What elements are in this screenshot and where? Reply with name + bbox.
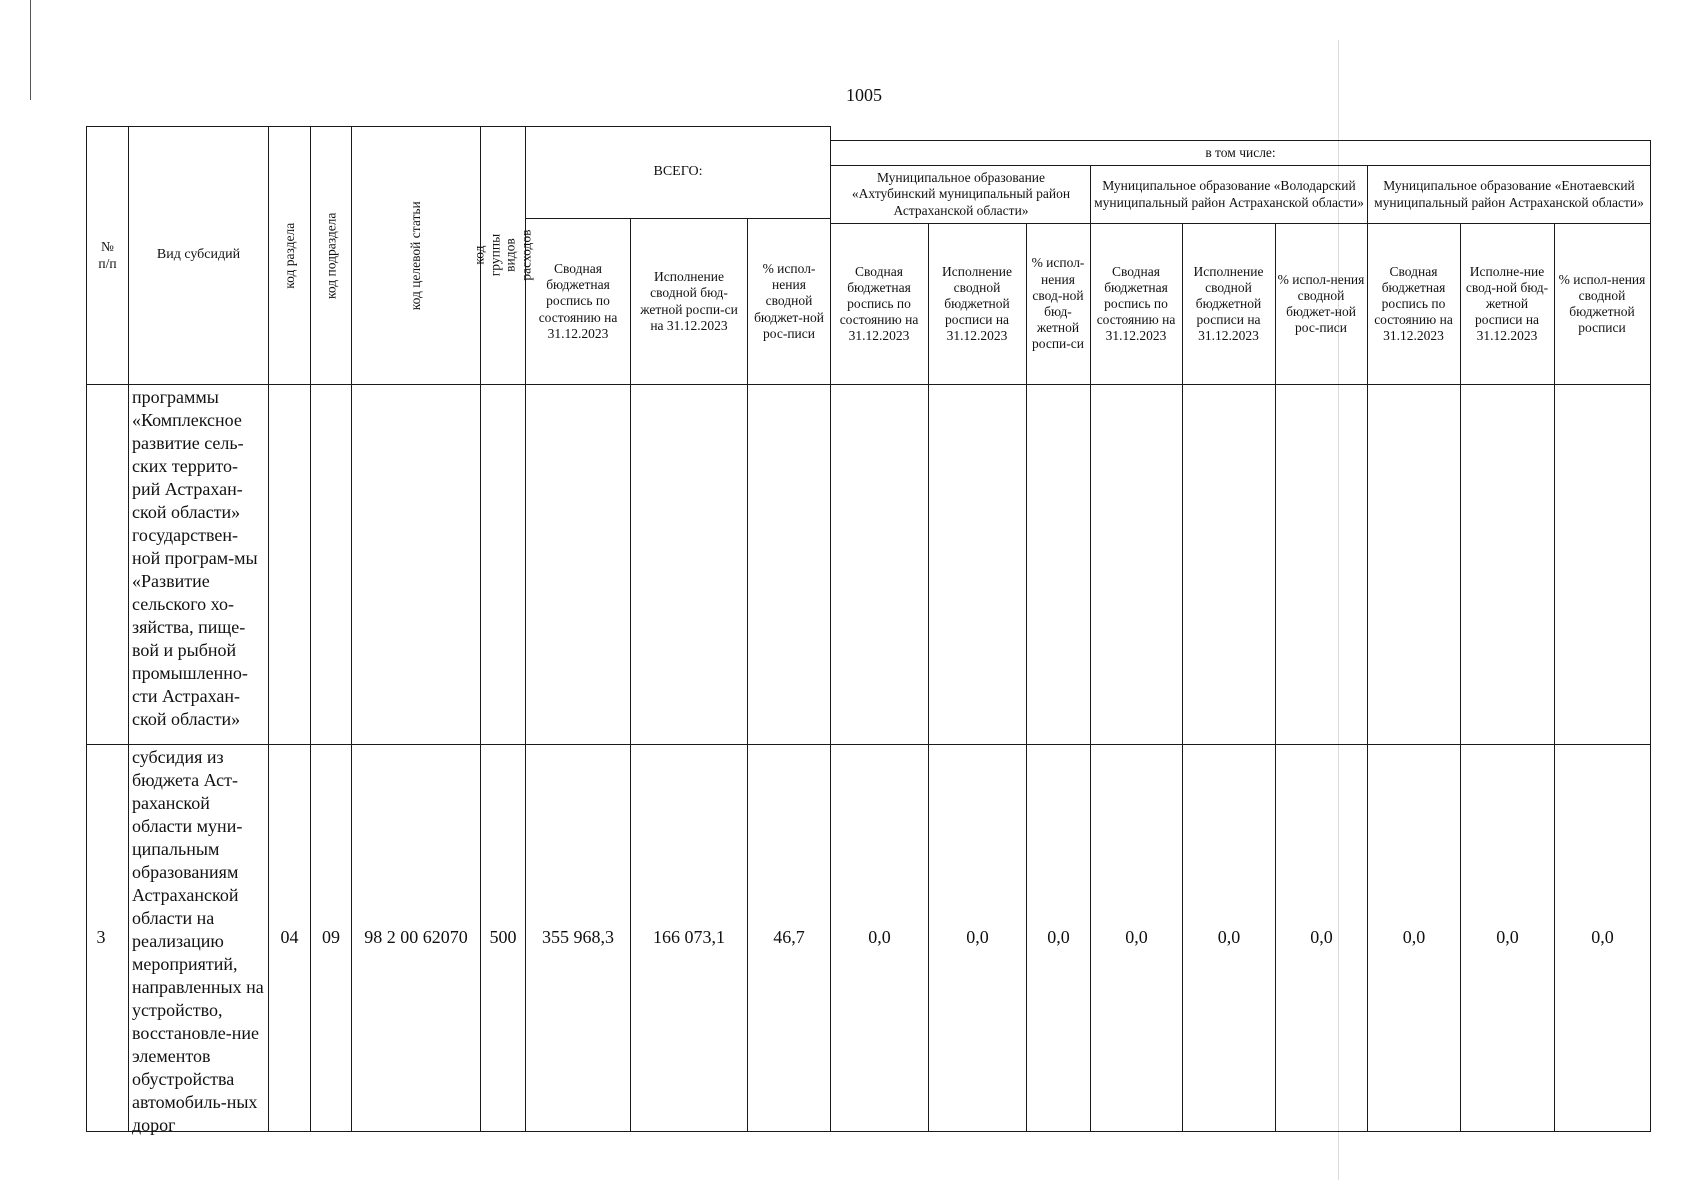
value-mo1-percent: 0,0 (1047, 927, 1070, 948)
page-number: 1005 (846, 85, 882, 105)
subheader-percent: % испол-нения свод-ной бюд-жетной роспи-си (1031, 255, 1085, 352)
value-total-plan: 355 968,3 (542, 927, 614, 948)
subheader-execution: Исполнение сводной бюджетной росписи на 31.12.2023 (942, 263, 1012, 344)
value-mo1-execution: 0,0 (966, 927, 989, 948)
header-including: в том числе: (1205, 144, 1276, 160)
header-mo-enotaevsky: Муниципальное образование «Енотаевский муниципальный район Астраханской области» (1374, 178, 1644, 210)
value-mo3-percent: 0,0 (1591, 927, 1614, 948)
row-subsidy-text: субсидия из бюджета Аст-раханской области муни-ципальным образованиям Астраханской области на реализацию мероприятий, направленных на устройство, восстановле-ние элементов обустройства автомобиль-ных дорог (132, 747, 264, 1135)
header-code-group: код группы видов расходов (471, 229, 534, 282)
value-total-execution: 166 073,1 (653, 927, 725, 948)
header-code-section: код раздела (281, 222, 297, 289)
value-mo3-plan: 0,0 (1402, 927, 1426, 948)
value-mo2-percent: 0,0 (1310, 927, 1333, 948)
value-mo3-execution: 0,0 (1496, 927, 1519, 948)
row-code-group: 500 (489, 927, 517, 948)
header-code-article: код целевой статьи (408, 200, 424, 311)
row-number: 3 (96, 927, 106, 948)
subheader-percent: % испол-нения сводной бюджет-ной рос-писи (1277, 271, 1365, 336)
subheader-plan: Сводная бюджетная роспись по состоянию на 31.12.2023 (839, 263, 919, 344)
row-code-article: 98 2 00 62070 (364, 927, 468, 948)
value-mo2-plan: 0,0 (1125, 927, 1148, 948)
row-code-section: 04 (280, 927, 299, 948)
subsidy-table (86, 126, 1651, 1135)
scan-artifact-line (30, 0, 31, 100)
subheader-percent: % испол-нения сводной бюджет-ной рос-писи (754, 261, 824, 341)
subheader-plan: Сводная бюджетная роспись по состоянию на 31.12.2023 (1096, 263, 1176, 344)
value-total-percent: 46,7 (773, 927, 805, 948)
header-mo-volodarsky: Муниципальное образование «Володарский муниципальный район Астраханской области» (1094, 178, 1364, 210)
subheader-plan: Сводная бюджетная роспись по состоянию на 31.12.2023 (1374, 263, 1453, 344)
row-code-subsection: 09 (322, 927, 340, 948)
row-continuation-text: программы «Комплексное развитие сель-ских террито-рий Астрахан-ской области» государствен-ной програм-мы «Развитие сельского хо-зяйства, пище-вой и рыбной промышленно-сти Астрахан-ской области» (132, 387, 258, 729)
subheader-execution: Исполне-ние свод-ной бюд-жетной росписи на 31.12.2023 (1465, 263, 1549, 344)
subheader-execution: Исполнение сводной бюджетной росписи на 31.12.2023 (1193, 263, 1264, 344)
header-subsidy-type: Вид субсидий (156, 247, 241, 263)
header-mo-akhtubinsky: Муниципальное образование «Ахтубинский муниципальный район Астраханской области» (851, 170, 1071, 218)
subheader-execution: Исполнение сводной бюд-жетной роспи-си на 31.12.2023 (640, 269, 738, 333)
value-mo1-plan: 0,0 (868, 927, 891, 948)
header-number: № п/п (98, 239, 117, 271)
subheader-plan: Сводная бюджетная роспись по состоянию на 31.12.2023 (538, 261, 618, 341)
header-total: ВСЕГО: (653, 164, 703, 180)
value-mo2-execution: 0,0 (1217, 927, 1241, 948)
header-code-subsection: код подраздела (323, 212, 339, 299)
subheader-percent: % испол-нения сводной бюджетной росписи (1558, 271, 1646, 336)
